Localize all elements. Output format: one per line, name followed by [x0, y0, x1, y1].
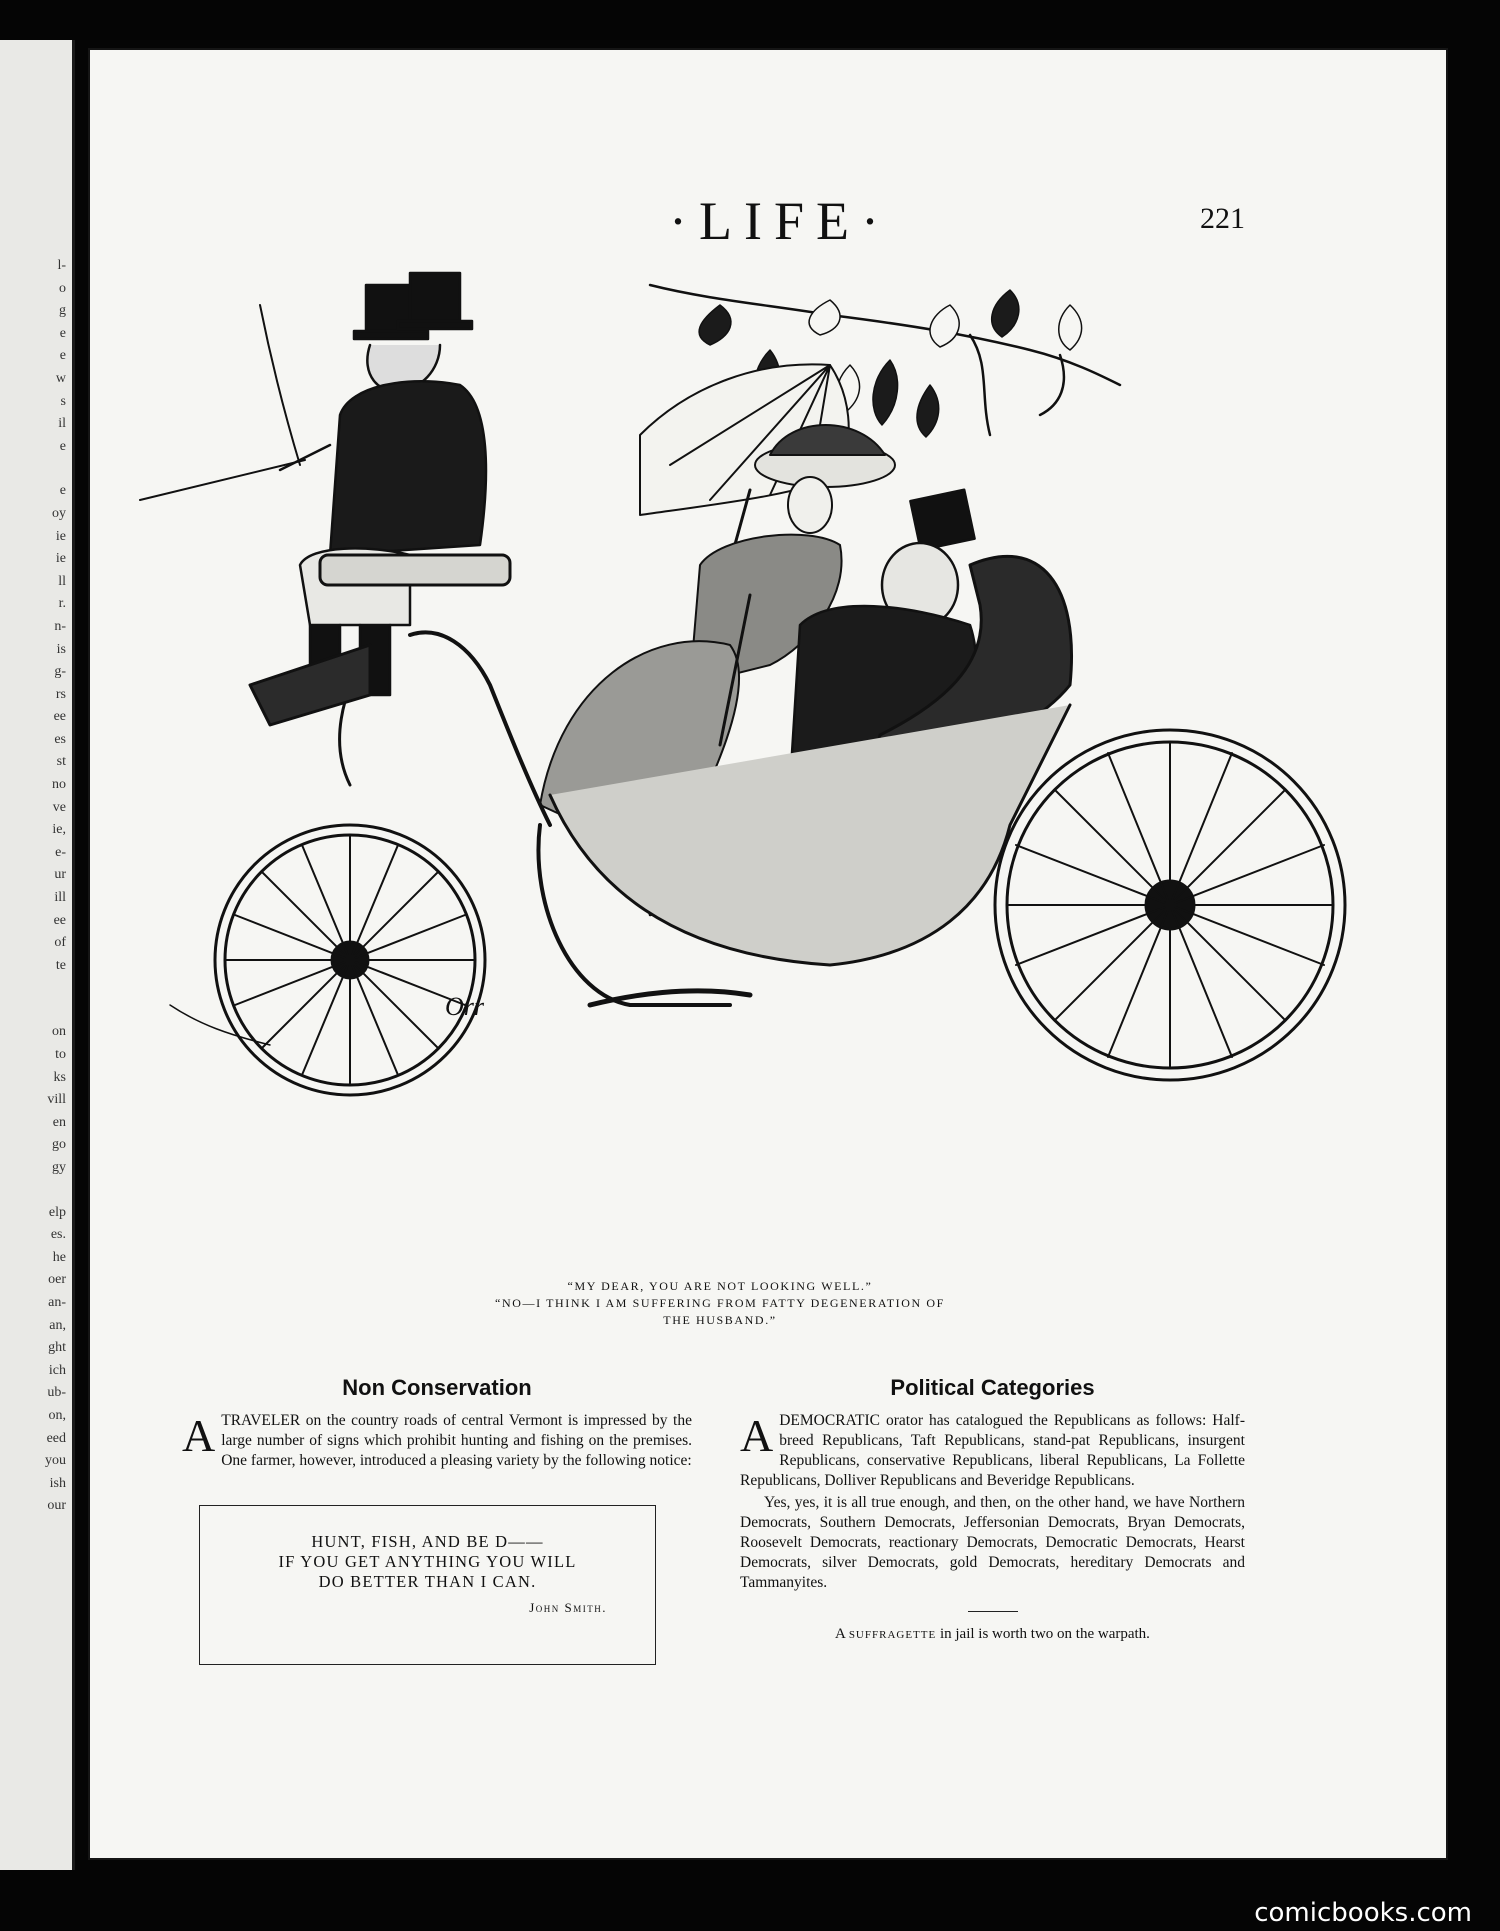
blank-line	[45, 977, 66, 999]
text-fragment: ee	[53, 709, 66, 725]
text-fragment: en	[52, 1114, 66, 1130]
article-body-text: TRAVELER on the country roads of central Vermont is impressed by the large number of signs which prohibit hunting and fishing on the premises. One farmer, however, introduced a pleasing variety by the following notice:	[221, 1412, 692, 1469]
text-fragment: st	[56, 754, 66, 770]
text-fragment: g	[59, 303, 66, 319]
blank-line	[45, 999, 66, 1021]
caption-line: “MY DEAR, YOU ARE NOT LOOKING WELL.”	[567, 1279, 873, 1293]
notice-line: HUNT, FISH, AND BE D——	[311, 1532, 544, 1551]
facing-page-text-fragments	[45, 255, 66, 1518]
text-fragment: vill	[47, 1092, 66, 1108]
text-fragment: ich	[48, 1362, 66, 1378]
text-fragment: rs	[55, 686, 66, 702]
text-fragment: an-	[48, 1294, 66, 1310]
article-paragraph	[740, 1411, 1245, 1491]
text-fragment: ve	[52, 799, 66, 815]
carriage-illustration	[110, 265, 1380, 1275]
drop-cap: A	[182, 1410, 216, 1461]
notice-line: DO BETTER THAN I CAN.	[318, 1572, 537, 1591]
text-fragment: to	[55, 1047, 66, 1062]
text-fragment: our	[47, 1498, 66, 1514]
text-fragment: il	[58, 416, 66, 432]
text-fragment: ll	[58, 573, 66, 589]
quip-smallcaps: suffragette	[848, 1626, 937, 1642]
blank-line	[45, 1180, 66, 1202]
magazine-page	[90, 50, 1446, 1858]
text-fragment: ish	[49, 1475, 66, 1491]
front-wheel	[215, 825, 485, 1095]
text-fragment: n-	[54, 618, 66, 634]
text-fragment: no	[52, 777, 66, 793]
text-fragment: eed	[46, 1430, 66, 1446]
article-title: Political Categories	[890, 1375, 1095, 1400]
text-fragment: ie	[55, 528, 66, 544]
artist-signature: Orr	[445, 992, 485, 1021]
text-fragment: gy	[52, 1159, 66, 1175]
drop-cap: A	[740, 1410, 774, 1461]
quip-rest: in jail is worth two on the warpath.	[939, 1626, 1150, 1642]
article-title: Non Conservation	[342, 1375, 532, 1400]
text-fragment: an,	[49, 1317, 66, 1333]
notice-line: IF YOU GET ANYTHING YOU WILL	[278, 1552, 577, 1571]
article-paragraph-text: DEMOCRATIC orator has catalogued the Republicans as follows: Half-breed Republicans, Taft Republicans, stand-pat Republicans, insurgent Republicans, conservative Republicans, liberal Republicans, La Follette Republicans, Dolliver Republicans and Beveridge Republicans.	[740, 1412, 1245, 1489]
text-fragment: is	[56, 641, 66, 657]
caption-line: THE HUSBAND.”	[663, 1313, 777, 1327]
text-fragment: ill	[54, 890, 66, 906]
article-paragraph: Yes, yes, it is all true enough, and then, on the other hand, we have Northern Democrats, Southern Democrats, Jeffersonian Democrats, Bryan Democrats, Roosevelt Democrats, reactionary Democrats, Democratic Democrats, Hearst Democrats, silver Democrats, gold Democrats, hereditary Democrats and Tammanyites.	[740, 1494, 1245, 1591]
text-fragment: e	[59, 325, 66, 341]
text-fragment: on	[52, 1024, 66, 1040]
text-fragment: ght	[48, 1340, 66, 1356]
text-fragment: te	[55, 957, 66, 973]
text-fragment: ur	[54, 867, 66, 883]
text-fragment: oer	[48, 1272, 66, 1288]
text-fragment: e	[59, 483, 66, 499]
illustration-caption	[440, 1278, 1000, 1329]
suffragette-quip	[740, 1626, 1245, 1643]
quip-prefix: A	[835, 1626, 846, 1642]
text-fragment: ks	[53, 1069, 66, 1085]
text-fragment: es.	[50, 1227, 66, 1243]
text-fragment: l-	[57, 258, 66, 273]
rear-wheel	[995, 730, 1345, 1080]
page-number: 221	[1200, 202, 1245, 235]
article-body	[182, 1411, 692, 1471]
text-fragment: of	[54, 935, 66, 951]
text-fragment: ie	[55, 551, 66, 567]
text-fragment: w	[55, 370, 66, 386]
farmer-notice-box	[199, 1505, 656, 1665]
magazine-title: ·LIFE·	[669, 191, 891, 251]
text-fragment: e	[59, 348, 66, 364]
text-fragment: g-	[54, 664, 66, 680]
text-fragment: es	[54, 731, 66, 747]
text-fragment: r.	[58, 596, 66, 612]
site-watermark: comicbooks.com	[1254, 1898, 1472, 1928]
text-fragment: s	[60, 393, 66, 409]
facing-page-edge	[0, 40, 75, 1870]
text-fragment: e-	[55, 844, 66, 860]
text-fragment: ie,	[52, 822, 66, 838]
article-non-conservation	[182, 1375, 692, 1665]
notice-signature: John Smith.	[529, 1600, 607, 1615]
text-fragment: he	[52, 1249, 66, 1265]
text-fragment: ee	[53, 912, 66, 928]
text-fragment: elp	[48, 1204, 66, 1220]
caption-line: “NO—I THINK I AM SUFFERING FROM FATTY DEGENERATION OF	[495, 1296, 945, 1310]
text-fragment: on,	[48, 1407, 66, 1423]
blank-line	[45, 458, 66, 480]
text-fragment: ub-	[47, 1385, 66, 1401]
text-fragment: oy	[52, 505, 66, 521]
text-fragment: you	[45, 1453, 66, 1469]
text-fragment: e	[59, 438, 66, 454]
text-fragment: go	[52, 1137, 66, 1153]
article-political-categories	[740, 1375, 1245, 1643]
text-fragment: o	[59, 280, 66, 296]
section-divider	[968, 1611, 1018, 1612]
